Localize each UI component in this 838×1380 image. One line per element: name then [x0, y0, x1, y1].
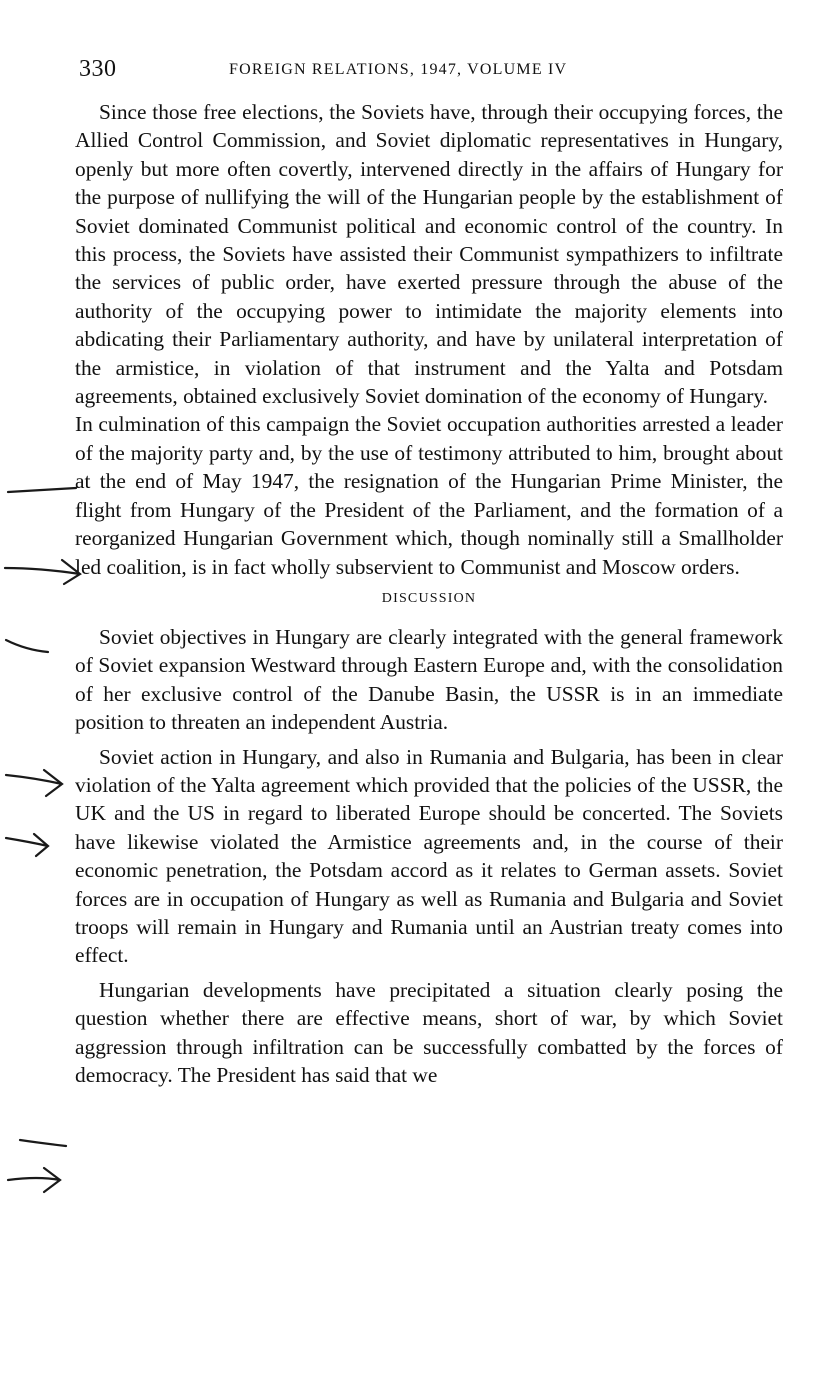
- margin-arrow-mark: [6, 834, 48, 856]
- margin-arrow-mark: [6, 770, 62, 796]
- running-head: FOREIGN RELATIONS, 1947, VOLUME IV: [229, 61, 568, 78]
- margin-line-mark: [6, 640, 48, 652]
- page-number: 330: [79, 56, 117, 82]
- paragraph-soviet-action: Soviet action in Hungary, and also in Rumania and Bulgaria, has been in clear violation of the Yalta agreement which provided that the policies of the USSR, the UK and the US in regard to liberated Europe should be concerted. The Soviets have likewise violated the Armistice agreements and, in the course of their economic penetration, the Potsdam accord as it relates to German assets. Soviet forces are in occupation of Hungary as well as Rumania and Bulgaria and Soviet troops will remain in Hungary and Rumania until an Austrian treaty comes into effect.: [75, 744, 783, 968]
- margin-arrow-mark: [5, 560, 80, 584]
- paragraph-culmination: In culmination of this campaign the Soviet occupation authorities arrested a leader of the majority party and, by the use of testimony attributed to him, brought about at the end of May 1947, the resignation of the Hungarian Prime Minister, the flight from Hungary of the President of the Parliament, and the formation of a reorganized Hungarian Government which, though nominally still a Smallholder led coalition, is in fact wholly subservient to Communist and Moscow orders.: [75, 412, 783, 579]
- margin-arrow-mark: [8, 1168, 60, 1192]
- margin-line-mark: [8, 488, 76, 492]
- paragraph-elections: Since those free elections, the Soviets have, through their occupying forces, the Allied Control Commission, and Soviet diplomatic representatives in Hungary, openly but more often covertly, intervened directly in the affairs of Hungary for the purpose of nullifying the will of the Hungarian people by the establishment of Soviet dominated Communist political and economic control of the country. In this process, the Soviets have assisted their Communist sympathizers to infiltrate the services of public order, have exerted pressure through the abuse of the authority of the occupying power to intimidate the majority elements into abdicating their Parliamentary authority, and have by unilateral interpretation of the armistice, in violation of that instrument and the Yalta and Potsdam agreements, obtained exclusively Soviet domination of the economy of Hungary.: [75, 100, 783, 409]
- margin-line-mark: [20, 1140, 66, 1146]
- page-header: [79, 56, 779, 86]
- paragraph-soviet-objectives: Soviet objectives in Hungary are clearly integrated with the general framework of Soviet expansion Westward through Eastern Europe and, with the consolidation of her exclusive control of the Danube Basin, the USSR is in an immediate position to threaten an independent Austria.: [75, 624, 783, 735]
- section-heading-discussion: DISCUSSION: [381, 590, 477, 606]
- paragraph-hungarian-developments: Hungarian developments have precipitated a situation clearly posing the question whether there are effective means, short of war, by which Soviet aggression through infiltration can be successfully combatted by the forces of democracy. The President has said that we: [75, 977, 783, 1087]
- body-text: [75, 98, 783, 1089]
